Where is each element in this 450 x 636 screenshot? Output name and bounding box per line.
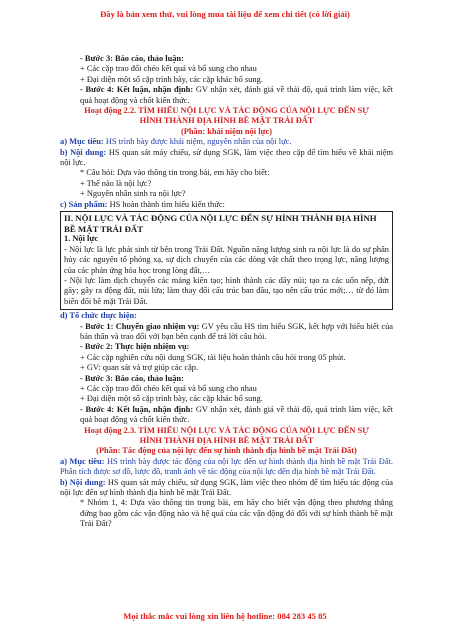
question-intro: * Câu hỏi: Dựa vào thông tin trong bài, em hãy cho biết: <box>80 168 270 178</box>
activity-title: HÌNH THÀNH ĐỊA HÌNH BỀ MẶT TRÁI ĐẤT <box>139 436 314 445</box>
box-paragraph: - Nội lực làm dịch chuyển các mảng kiến tạo; hình thành các dãy núi; tạo ra các uốn nếp, đứt gãy; gây ra động đất, núi lửa; làm thay đổi cấu trúc ban đầu, tạo nên cấu trúc mới;… từ đó làm biến đổi bề mặt Trái Đất. <box>64 275 389 306</box>
step4-paragraph: - Bước 4: Kết luận, nhận định: GV nhận xét, đánh giá về thái độ, quá trình làm việc, kết quả hoạt động và chốt kiến thức. <box>80 85 393 105</box>
goal-paragraph: a) Mục tiêu: HS trình bày được khái niệm, nguyên nhân của nội lực. <box>60 137 292 147</box>
activity-title: Hoạt động 2.2. TÌM HIỂU NỘI LỰC VÀ TÁC ĐỘNG CỦA NỘI LỰC ĐẾN SỰ <box>84 106 369 116</box>
content-paragraph: b) Nội dung: HS quan sát máy chiếu, sử dụng SGK, làm việc theo nhóm để tìm hiểu tác động của nội lực đến sự hình thành địa hình bề mặt Trái Đất. <box>60 477 393 498</box>
step2-title: - Bước 2: Thực hiện nhiệm vụ: <box>80 342 190 352</box>
hotline-banner: Mọi thắc mắc vui lòng xin liên hệ hotline: 084 283 45 85 <box>123 611 327 621</box>
product-paragraph: c) Sản phẩm: HS hoàn thành tìm hiểu kiến thức: <box>60 199 225 209</box>
step1-paragraph: - Bước 1: Chuyển giao nhiệm vụ: GV yêu cầu HS tìm hiểu SGK, kết hợp với hiểu biết của bản thân và trao đổi với bạn bên cạnh để trả lời câu hỏi. <box>80 321 393 341</box>
content-paragraph: b) Nội dung: HS quan sát máy chiếu, sử dụng SGK, làm việc theo cặp để tìm hiểu về khái niệm nội lực. <box>60 147 393 168</box>
document-body <box>60 54 393 530</box>
activity-title: HÌNH THÀNH ĐỊA HÌNH BỀ MẶT TRÁI ĐẤT <box>139 116 314 126</box>
box-subheading: 1. Nội lực <box>64 234 99 244</box>
activity-subtitle: (Phần: Tác động của nội lực đến sự hình thành địa hình bề mặt Trái Đất) <box>96 446 357 456</box>
question-item: + Nguyên nhân sinh ra nội lực? <box>80 189 186 199</box>
activity-subtitle: (Phần: khái niệm nội lực) <box>180 126 273 136</box>
step3-line: + Đại diện một số cặp trình bày, các cặp khác bổ sung. <box>80 394 263 404</box>
box-heading: II. NỘI LỰC VÀ TÁC ĐỘNG CỦA NỘI LỰC ĐẾN SỰ HÌNH THÀNH ĐỊA HÌNH <box>64 213 377 224</box>
question-item: + Thế nào là nội lực? <box>80 178 152 188</box>
knowledge-box <box>60 211 393 310</box>
step3-title: - Bước 3: Báo cáo, thảo luận: <box>80 373 184 383</box>
group-task: * Nhóm 1, 4: Dựa vào thông tin trong bài, em hãy cho biết vận động theo phương thẳng đứng bao gồm các vận động nào và hệ quả của các vận động đó đối với sự hình thành bề mặt Trái Đất? <box>80 498 393 529</box>
preview-banner: Đây là bản xem thử, vui lòng mua tài liệu để xem chi tiết (có lời giải) <box>100 9 350 19</box>
step3-line: + Các cặp trao đổi chéo kết quả và bổ sung cho nhau <box>80 64 257 74</box>
step2-line: + GV: quan sát và trợ giúp các cặp. <box>80 363 199 373</box>
step3-line: + Đại diện một số cặp trình bày, các cặp khác bổ sung. <box>80 74 263 84</box>
goal-paragraph: a) Mục tiêu: HS trình bày được tác động của nội lực đến sự hình thành địa hình bề mặt Trái Đất. Phân tích được sơ đồ, lược đồ, tranh ảnh về tác động của nội lực đến địa hình bề mặt Trái Đất. <box>60 456 393 477</box>
organize-label: d) Tổ chức thực hiện: <box>60 311 137 321</box>
activity-title: Hoạt động 2.3. TÌM HIỂU NỘI LỰC VÀ TÁC ĐỘNG CỦA NỘI LỰC ĐẾN SỰ <box>84 425 369 435</box>
step3-title: - Bước 3: Báo cáo, thảo luận: <box>80 54 184 63</box>
step2-line: + Các cặp nghiên cứu nội dung SGK, tài liệu hoàn thành câu hỏi trong 05 phút. <box>80 352 346 362</box>
step4-paragraph: - Bước 4: Kết luận, nhận định: GV nhận xét, đánh giá về thái độ, quá trình làm việc, kết quả hoạt động và chốt kiến thức. <box>80 404 393 425</box>
box-heading: BỀ MẶT TRÁI ĐẤT <box>64 223 144 234</box>
step3-line: + Các cặp trao đổi chéo kết quả và bổ sung cho nhau <box>80 383 257 393</box>
box-paragraph: - Nội lực là lực phát sinh từ bên trong Trái Đất. Nguồn năng lượng sinh ra nội lực là do sự phân hủy các nguyên tố phóng xạ, sự dịch chuyển của các dòng vật chất theo trọng lực, năng lượng của các phản ứng hóa học trong lòng đất,… <box>64 244 389 275</box>
